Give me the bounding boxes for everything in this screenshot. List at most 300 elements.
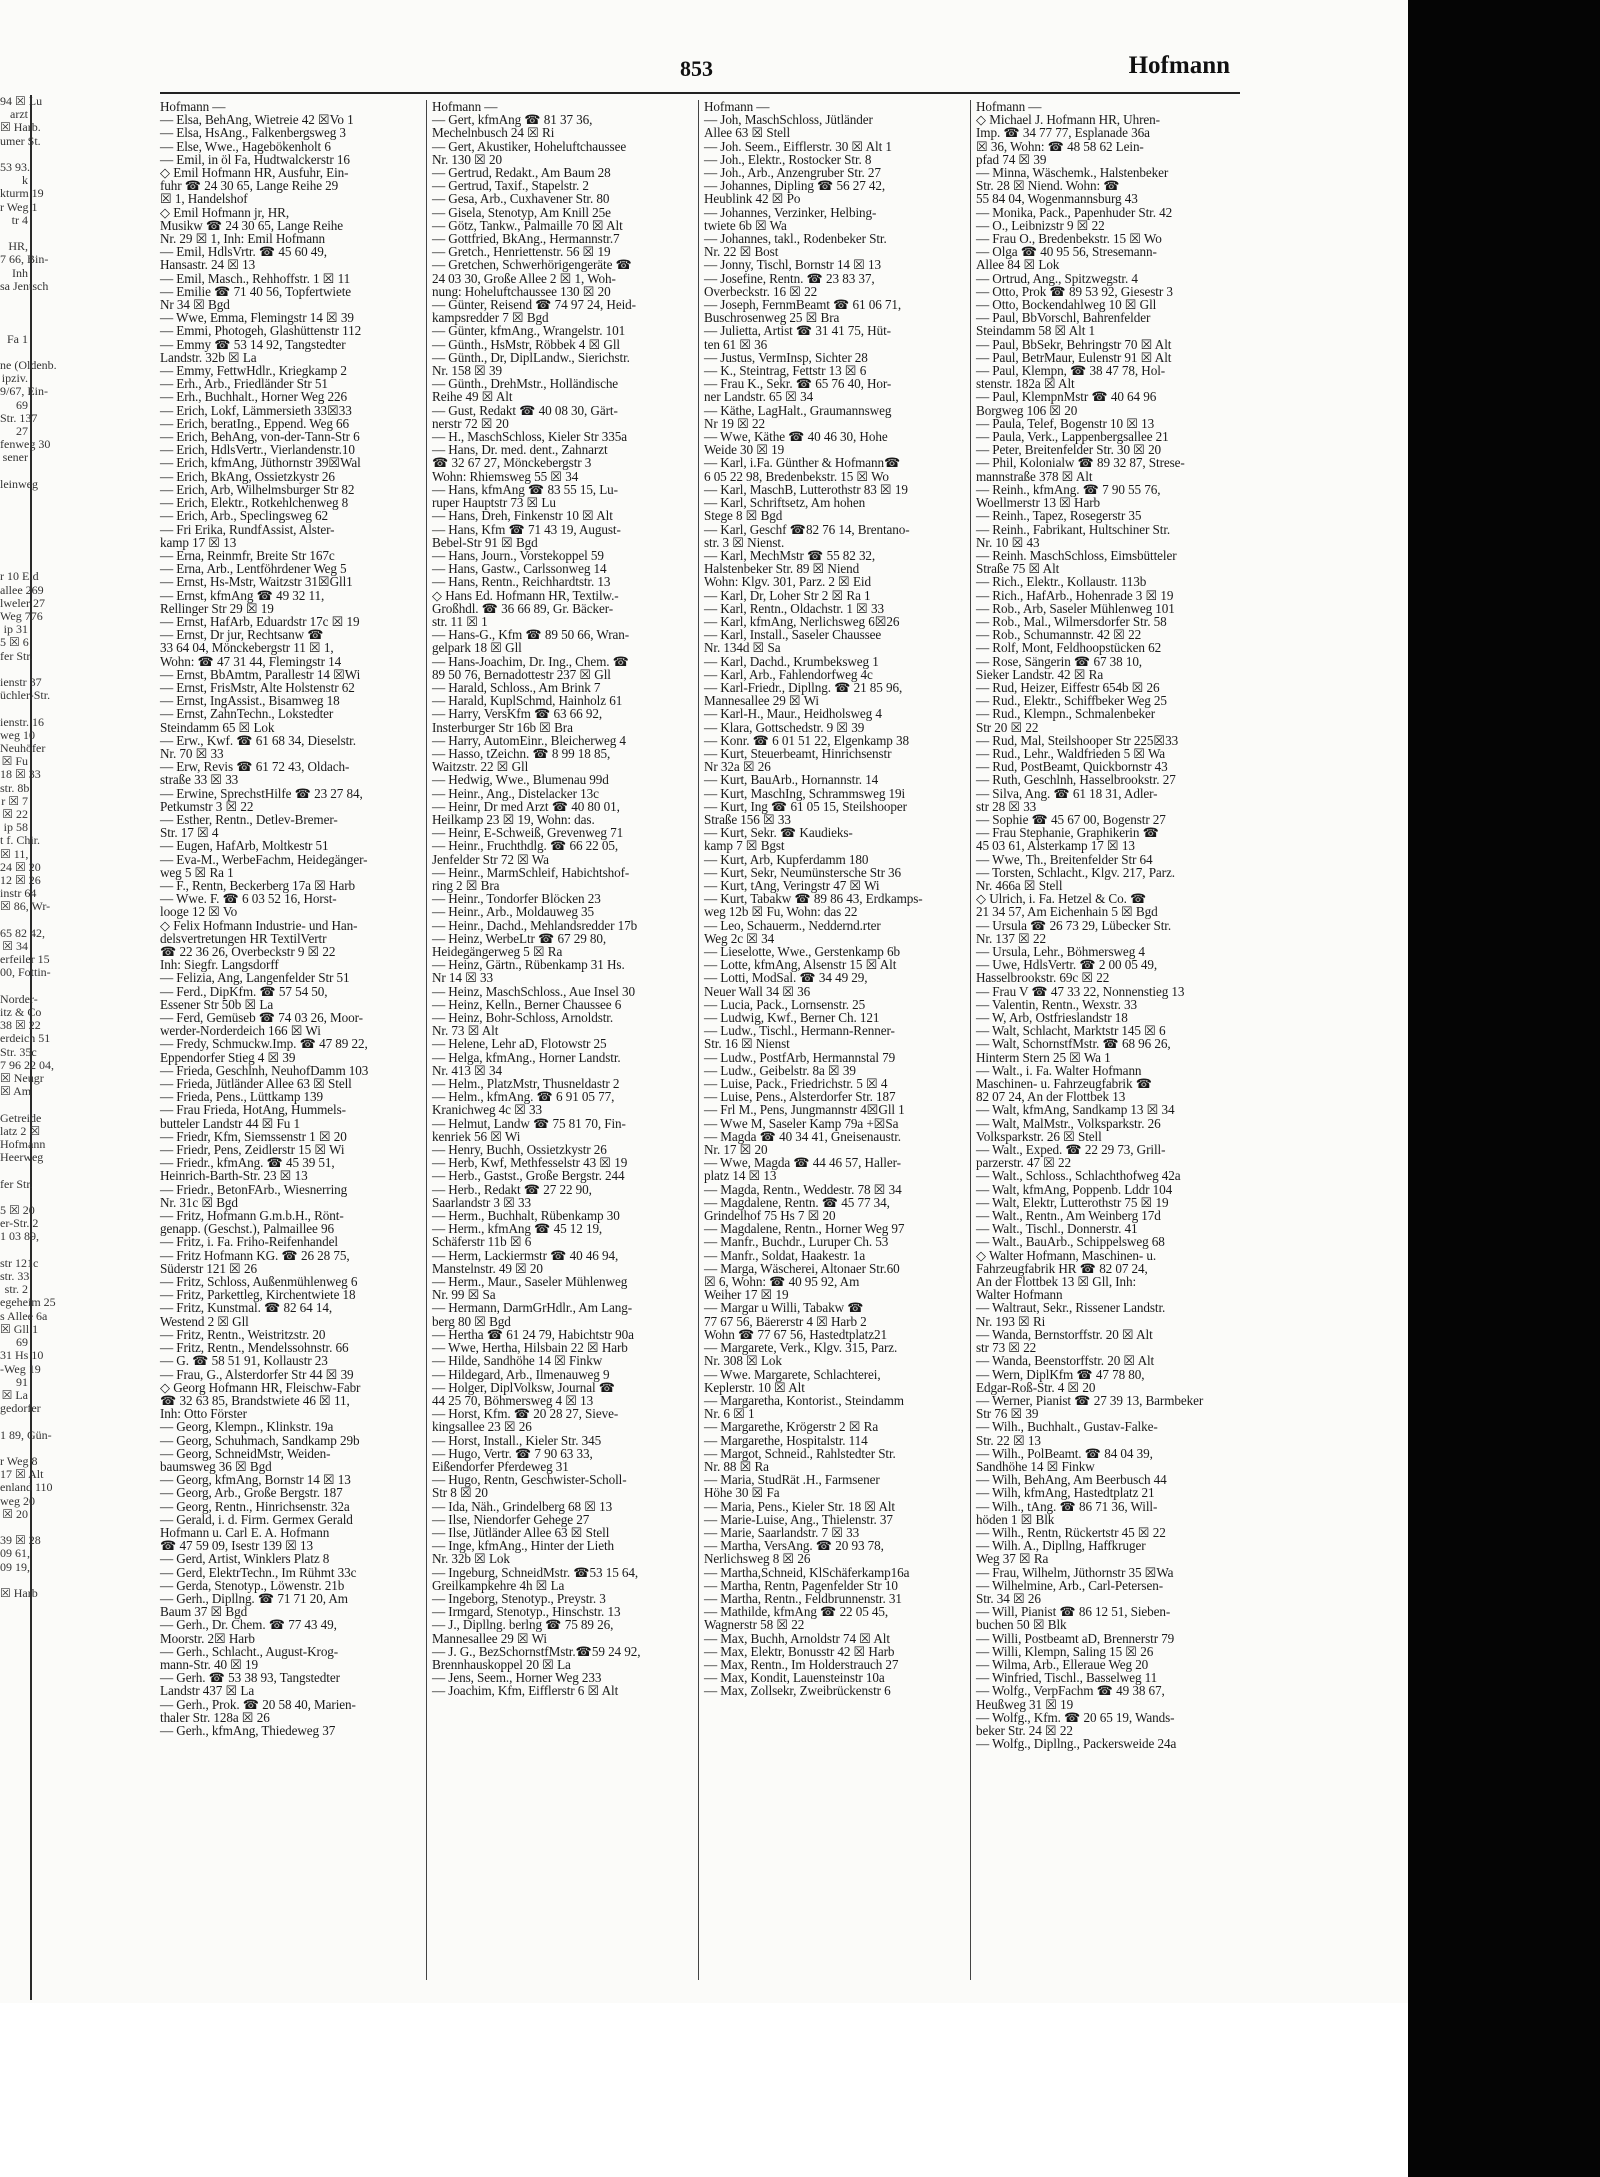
margin-fragment: instr 64 <box>0 886 37 901</box>
directory-entry: — Rud, PostBeamt, Quickbornstr 43 <box>976 759 1168 775</box>
directory-entry: — Magda, Rentn., Weddestr. 78 ☒ 34 <box>704 1181 902 1197</box>
margin-fragment: ☒ Harb <box>0 1585 38 1600</box>
directory-entry: ◇ Walter Hofmann, Maschinen- u. <box>976 1247 1157 1263</box>
directory-entry: — Erich, beratIng., Eppend. Weg 66 <box>160 415 350 431</box>
directory-entry: — Gisela, Stenotyp, Am Knill 25e <box>432 204 611 220</box>
directory-entry: — Kurt, MaschIng, Schrammsweg 19i <box>704 785 906 801</box>
directory-entry: 6 05 22 98, Bredenbekstr. 15 ☒ Wo <box>704 468 889 484</box>
directory-entry: Rellinger Str 29 ☒ 19 <box>160 600 274 616</box>
margin-fragment <box>0 1442 30 1455</box>
directory-entry: — Friedr, Pens, Zeidlerstr 15 ☒ Wi <box>160 1142 345 1158</box>
directory-entry: str. 11 ☒ 1 <box>432 613 488 629</box>
directory-entry: — Kurt, BauArb., Hornannstr. 14 <box>704 772 879 788</box>
directory-entry: — Marga, Wäscherei, Altonaer Str.60 <box>704 1260 900 1276</box>
directory-entry: — Magdalene, Rentn. ☎ 45 77 34, <box>704 1194 890 1210</box>
directory-entry: — Herm, Lackiermstr ☎ 40 46 94, <box>432 1247 619 1263</box>
directory-entry: — Lucia, Pack., Lornsenstr. 25 <box>704 996 866 1012</box>
directory-entry: — Martha, VersAng. ☎ 20 93 78, <box>704 1538 884 1554</box>
directory-entry: — Reinh. MaschSchloss, Eimsbütteler <box>976 547 1177 563</box>
margin-fragment: 1 03 89, <box>0 1229 39 1244</box>
directory-entry: Landstr 437 ☒ La <box>160 1683 255 1699</box>
directory-entry: — Hugo, Vertr. ☎ 7 90 63 33, <box>432 1445 593 1461</box>
directory-entry: Borgweg 106 ☒ 20 <box>976 402 1078 418</box>
margin-fragment <box>0 518 30 531</box>
margin-fragment <box>0 980 30 993</box>
directory-entry: — Ernst, HafArb, Eduardstr 17c ☒ 19 <box>160 613 360 629</box>
directory-entry: Nr. 158 ☒ 39 <box>432 363 502 379</box>
margin-fragment <box>0 1415 30 1428</box>
directory-entry: — Gerald, i. d. Firm. Germex Gerald <box>160 1511 353 1527</box>
directory-entry: — Wolfg., Dipllng., Packersweide 24a <box>976 1736 1177 1752</box>
directory-entry: — Gertrud, Redakt., Am Baum 28 <box>432 165 611 181</box>
directory-entry: — Emil, in öl Fa, Hudtwalckerstr 16 <box>160 151 350 167</box>
directory-entry: — Torsten, Schlacht., Klgv. 217, Parz. <box>976 864 1175 880</box>
directory-entry: — Karl, MaschB, Lutterothstr 83 ☒ 19 <box>704 481 908 497</box>
directory-entry: — Emil, HdlsVrtr. ☎ 45 60 49, <box>160 244 327 260</box>
directory-entry: Nr. 99 ☒ Sa <box>432 1287 496 1303</box>
directory-entry: — Ferd, Gemüseb ☎ 74 03 26, Moor- <box>160 1010 363 1026</box>
directory-entry: — Herm., kfmAng ☎ 45 12 19, <box>432 1221 603 1237</box>
directory-entry: — Herb., Gastst., Große Bergstr. 244 <box>432 1168 625 1184</box>
directory-entry: Straße 156 ☒ 33 <box>704 811 791 827</box>
directory-entry: — Walt, kfmAng, Sandkamp 13 ☒ 34 <box>976 1102 1175 1118</box>
directory-entry: Weide 30 ☒ 19 <box>704 442 785 458</box>
margin-fragment: ☒ Harb. <box>0 120 41 135</box>
directory-entry: — Max, Kondit, Lauensteinstr 10a <box>704 1670 885 1686</box>
margin-fragment: 09 19, <box>0 1559 30 1574</box>
directory-entry: — Karl, Dr, Loher Str 2 ☒ Ra 1 <box>704 587 871 603</box>
directory-entry: — Frau Frieda, HotAng, Hummels- <box>160 1102 346 1118</box>
directory-entry: — Hildegard, Arb., Ilmenauweg 9 <box>432 1366 610 1382</box>
directory-entry: — Hugo, Rentn, Geschwister-Scholl- <box>432 1472 627 1488</box>
directory-entry: — Joachim, Kfm, Eifflerstr 6 ☒ Alt <box>432 1683 619 1699</box>
directory-entry: — Wolfg., VerpFachm ☎ 49 38 67, <box>976 1683 1165 1699</box>
directory-entry: — Kurt, Tabakw ☎ 89 86 43, Erdkamps- <box>704 891 923 907</box>
column-heading: Hofmann — <box>704 99 770 114</box>
directory-entry: Nerlichsweg 8 ☒ 26 <box>704 1551 811 1567</box>
margin-fragment <box>0 1098 30 1111</box>
directory-entry: — Max, Zollsekr, Zweibrückenstr 6 <box>704 1683 891 1699</box>
directory-entry: Waitzstr. 22 ☒ Gll <box>432 759 529 775</box>
directory-entry: — Fritz, Kunstmal. ☎ 82 64 14, <box>160 1300 333 1316</box>
directory-entry: Edgar-Roß-Str. 4 ☒ 20 <box>976 1379 1096 1395</box>
margin-fragment: ☒ 11, <box>0 846 29 861</box>
margin-fragment: str 121c <box>0 1255 39 1270</box>
margin-fragment: erdeich 51 <box>0 1031 51 1046</box>
directory-entry: — Frau, Wilhelm, Jüthornstr 35 ☒Wa <box>976 1564 1174 1580</box>
directory-entry: — Karl, Arb., Fahlendorfweg 4c <box>704 666 873 682</box>
directory-entry: — Will, Pianist ☎ 86 12 51, Sieben- <box>976 1604 1171 1620</box>
directory-entry: 77 67 56, Bäererstr 4 ☒ Harb 2 <box>704 1313 867 1329</box>
directory-entry: — Erich, Elektr., Rotkehlchenweg 8 <box>160 495 349 511</box>
directory-entry: kenriek 56 ☒ Wi <box>432 1128 521 1144</box>
directory-entry: — Wwe. Margarete, Schlachterei, <box>704 1366 881 1382</box>
directory-entry: — Helm., PlatzMstr, Thusneldastr 2 <box>432 1076 620 1092</box>
directory-entry: — Walt., Exped. ☎ 22 29 73, Grill- <box>976 1142 1166 1158</box>
margin-fragment <box>0 1244 30 1257</box>
directory-entry: — Josefine, Rentn. ☎ 23 83 37, <box>704 270 875 286</box>
directory-entry: — Wilh., tAng. ☎ 86 71 36, Will- <box>976 1498 1158 1514</box>
margin-fragment: ☒ Neugr <box>0 1071 44 1086</box>
directory-entry: — Sophie ☎ 45 67 00, Bogenstr 27 <box>976 811 1166 827</box>
directory-entry: nung: Hoheluftchaussee 130 ☒ 20 <box>432 283 611 299</box>
margin-fragment: 65 82 42, <box>0 925 45 940</box>
directory-entry: Eißendorfer Pferdeweg 31 <box>432 1458 569 1474</box>
directory-entry: Nr 19 ☒ 22 <box>704 415 766 431</box>
directory-entry: — Mathilde, kfmAng ☎ 22 05 45, <box>704 1604 889 1620</box>
directory-entry: — Reinh., kfmAng. ☎ 7 90 55 76, <box>976 481 1161 497</box>
directory-entry: 33 64 04, Mönckebergstr 11 ☒ 1, <box>160 640 334 656</box>
directory-entry: ◇ Emil Hofmann HR, Ausfuhr, Ein- <box>160 165 349 181</box>
directory-entry: — Erich, Arb., Speclingsweg 62 <box>160 508 329 524</box>
directory-entry: Jenfelder Str 72 ☒ Wa <box>432 851 549 867</box>
directory-entry: — Margar u Willi, Tabakw ☎ <box>704 1300 864 1316</box>
margin-fragment: leinweg <box>0 476 38 491</box>
directory-entry: — Lotti, ModSal. ☎ 34 49 29, <box>704 970 868 986</box>
directory-entry: — Erich, Lokf, Lämmersieth 33☒33 <box>160 402 352 418</box>
directory-entry: — Eugen, HafArb, Moltkestr 51 <box>160 838 329 854</box>
directory-entry: — Hans, Rentn., Reichhardtstr. 13 <box>432 574 611 590</box>
directory-entry: — Heinr., Dachd., Mehlandsredder 17b <box>432 917 638 933</box>
margin-fragment: r 10 Eid <box>0 569 39 584</box>
directory-entry: — Gesa, Arb., Cuxhavener Str. 80 <box>432 191 610 207</box>
directory-entry: str 28 ☒ 33 <box>976 798 1037 814</box>
directory-entry: — Heinz, WerbeLtr ☎ 67 29 80, <box>432 930 607 946</box>
directory-entry: — Paula, Telef, Bogenstr 10 ☒ 13 <box>976 415 1155 431</box>
directory-entry: — Günth., DrehMstr., Holländische <box>432 376 619 392</box>
directory-entry: — Otto, Bockendahlweg 10 ☒ Gll <box>976 297 1157 313</box>
directory-entry: — Harry, AutomEinr., Bleicherweg 4 <box>432 732 626 748</box>
directory-entry: — Walt., BauArb., Schippelsweg 68 <box>976 1234 1165 1250</box>
directory-entry: — Hans, Dreh, Finkenstr 10 ☒ Alt <box>432 508 613 524</box>
directory-entry: delsvertretungen HR TextilVertr <box>160 930 327 946</box>
directory-entry: — O., Leibnizstr 9 ☒ 22 <box>976 217 1105 233</box>
directory-entry: — Ernst, Dr jur, Rechtsanw ☎ <box>160 627 324 643</box>
directory-entry: — Leo, Schauerm., Neddernd.rter <box>704 917 881 933</box>
directory-entry: Straße 75 ☒ Alt <box>976 561 1060 577</box>
margin-fragment <box>0 702 30 715</box>
directory-entry: — Rose, Sängerin ☎ 67 38 10, <box>976 653 1143 669</box>
column-divider <box>698 100 699 1980</box>
directory-entry: — Ingeburg, SchneidMstr. ☎53 15 64, <box>432 1564 639 1580</box>
margin-fragment: str. 8b <box>0 780 30 795</box>
directory-entry: — Ferd., DipKfm. ☎ 57 54 50, <box>160 983 328 999</box>
directory-entry: An der Flottbek 13 ☒ Gll, Inh: <box>976 1274 1137 1290</box>
directory-entry: — Walt., Tischl., Donnerstr. 41 <box>976 1221 1138 1237</box>
margin-fragment: 91 <box>16 1374 28 1389</box>
directory-entry: — Maria, StudRät .H., Farmsener <box>704 1472 880 1488</box>
directory-entry: — Ernst, Hs-Mstr, Waitzstr 31☒Gll1 <box>160 574 353 590</box>
directory-entry: — Karl, kfmAng, Nerlichsweg 6☒26 <box>704 613 900 629</box>
directory-entry: Großhdl. ☎ 36 66 89, Gr. Bäcker- <box>432 600 614 616</box>
directory-entry: Nr. 6 ☒ 1 <box>704 1406 755 1422</box>
directory-entry: — Paul, BbSekr, Behringstr 70 ☒ Alt <box>976 336 1172 352</box>
directory-entry: — Frieda, Pens., Lüttkamp 139 <box>160 1089 324 1105</box>
directory-entry: — Rich., Elektr., Kollaustr. 113b <box>976 574 1147 590</box>
directory-entry: — Luise, Pack., Friedrichstr. 5 ☒ 4 <box>704 1076 888 1092</box>
directory-entry: — Rud, Heizer, Eiffestr 654b ☒ 26 <box>976 679 1160 695</box>
margin-fragment: Inh <box>12 265 28 280</box>
directory-entry: — Heinr., Arb., Moldauweg 35 <box>432 904 595 920</box>
directory-entry: — Ernst, ZahnTechn., Lokstedter <box>160 706 334 722</box>
directory-entry: thaler Str. 128a ☒ 26 <box>160 1709 270 1725</box>
column-heading: Hofmann — <box>160 99 226 114</box>
directory-entry: — Emilie ☎ 71 40 56, Topfertwiete <box>160 283 352 299</box>
directory-entry: — Felizia, Ang, Langenfelder Str 51 <box>160 970 350 986</box>
directory-entry: — Margarethe, Krögerstr 2 ☒ Ra <box>704 1419 879 1435</box>
directory-entry: — Heinr, Dr med Arzt ☎ 40 80 01, <box>432 798 620 814</box>
directory-entry: 82 07 24, An der Flottbek 13 <box>976 1089 1126 1105</box>
margin-fragment: 09 61, <box>0 1546 30 1561</box>
directory-entry: Allee 84 ☒ Lok <box>976 257 1060 273</box>
directory-entry: — Götz, Tankw., Palmaille 70 ☒ Alt <box>432 217 623 233</box>
directory-entry: — Emmi, Photogeh, Glashüttenstr 112 <box>160 323 362 339</box>
directory-entry: — Günth., HsMstr, Röbbek 4 ☒ Gll <box>432 336 620 352</box>
directory-entry: — Frau, G., Alsterdorfer Str 44 ☒ 39 <box>160 1366 354 1382</box>
directory-entry: — Max, Elektr, Bonusstr 42 ☒ Harb <box>704 1643 895 1659</box>
directory-entry: Maschinen- u. Fahrzeugfabrik ☎ <box>976 1076 1153 1092</box>
directory-entry: — Willi, Postbeamt aD, Brennerstr 79 <box>976 1630 1175 1646</box>
margin-fragment: Str. 137 <box>0 410 38 425</box>
directory-entry: Nr. 88 ☒ Ra <box>704 1458 769 1474</box>
margin-fragment <box>0 504 30 517</box>
directory-entry: — Georg, Klempn., Klinkstr. 19a <box>160 1419 334 1435</box>
directory-entry: — Gerh., Prok. ☎ 20 58 40, Marien- <box>160 1696 356 1712</box>
directory-entry: ner Landstr. 65 ☒ 34 <box>704 389 814 405</box>
directory-entry: — Martha, Rentn., Feldbrunnenstr. 31 <box>704 1590 902 1606</box>
directory-entry: Nr. 10 ☒ 43 <box>976 534 1040 550</box>
directory-entry: — Erh., Arb., Friedländer Str 51 <box>160 376 328 392</box>
directory-entry: — Erwine, SprechstHilfe ☎ 23 27 84, <box>160 785 363 801</box>
directory-entry: stenstr. 182a ☒ Alt <box>976 376 1075 392</box>
directory-entry: — Werner, Pianist ☎ 27 39 13, Barmbeker <box>976 1392 1204 1408</box>
directory-entry: — Fritz, Rentn., Mendelssohnstr. 66 <box>160 1340 349 1356</box>
directory-entry: — Margarete, Verk., Klgv. 315, Parz. <box>704 1340 898 1356</box>
directory-entry: — Kurt, Arb, Kupferdamm 180 <box>704 851 869 867</box>
directory-entry: Höhe 30 ☒ Fa <box>704 1485 780 1501</box>
directory-entry: — Johannes, Dipling ☎ 56 27 42, <box>704 178 886 194</box>
directory-entry: Inh: Siegfr. Langsdorff <box>160 957 279 973</box>
directory-entry: — Phil, Kolonialw ☎ 89 32 87, Strese- <box>976 455 1185 471</box>
directory-entry: — Paul, BetrMaur, Eulenstr 91 ☒ Alt <box>976 349 1172 365</box>
margin-fragment: sa Jentsch <box>0 278 49 293</box>
directory-entry: Volksparkstr. 26 ☒ Stell <box>976 1128 1102 1144</box>
margin-fragment: latz 2 ☒ <box>0 1123 41 1138</box>
directory-entry: Reihe 49 ☒ Alt <box>432 389 513 405</box>
directory-entry: — Herb, Kwf, Methfesselstr 43 ☒ 19 <box>432 1155 628 1171</box>
directory-entry: Saarlandstr 3 ☒ 33 <box>432 1194 532 1210</box>
directory-entry: Buschrosenweg 25 ☒ Bra <box>704 310 840 326</box>
directory-entry: Landstr. 32b ☒ La <box>160 349 257 365</box>
header-rule <box>160 92 1240 94</box>
directory-entry: — Rud., Klempn., Schmalenbeker <box>976 706 1156 722</box>
margin-fragment: 38 ☒ 22 <box>0 1018 41 1033</box>
directory-entry: — Wwe, Th., Breitenfelder Str 64 <box>976 851 1153 867</box>
directory-entry: Nr 32a ☒ 26 <box>704 759 771 775</box>
margin-fragment: kturm 19 <box>0 186 44 201</box>
directory-entry: — Ludw., PostfArb, Hermannstal 79 <box>704 1049 896 1065</box>
column-2 <box>432 100 690 1980</box>
directory-entry: Hofmann u. Carl E. A. Hofmann <box>160 1524 330 1540</box>
directory-entry: — Ludw., Geibelstr. 8a ☒ 39 <box>704 1062 856 1078</box>
directory-entry: gelpark 18 ☒ Gll <box>432 640 522 656</box>
margin-fragment: fer Str. <box>0 1176 33 1191</box>
directory-entry: ☎ 47 59 09, Isestr 139 ☒ 13 <box>160 1538 314 1554</box>
directory-entry: — Ingeborg, Stenotyp., Preystr. 3 <box>432 1590 606 1606</box>
directory-entry: Sieker Landstr. 42 ☒ Ra <box>976 666 1104 682</box>
directory-entry: — Helmut, Landw ☎ 75 81 70, Fin- <box>432 1115 626 1131</box>
directory-entry: — Max, Rentn., Im Holderstrauch 27 <box>704 1656 899 1672</box>
directory-entry: 45 03 61, Alsterkamp 17 ☒ 13 <box>976 838 1135 854</box>
directory-entry: — Emil, Masch., Rehhoffstr. 1 ☒ 11 <box>160 270 351 286</box>
directory-entry: — Heinz, MaschSchloss., Aue Insel 30 <box>432 983 635 999</box>
directory-entry: — Erich, Arb, Wilhelmsburger Str 82 <box>160 481 355 497</box>
margin-fragment: weg 10 <box>0 727 35 742</box>
directory-entry: — Heinz, Kelln., Berner Chaussee 6 <box>432 996 622 1012</box>
margin-fragment: 94 ☒ Lu <box>0 94 43 108</box>
directory-entry: — Emmy ☎ 53 14 92, Tangstedter <box>160 336 346 352</box>
margin-fragment <box>0 1574 30 1587</box>
directory-entry: twiete 6b ☒ Wa <box>704 217 787 233</box>
margin-fragment: k <box>22 173 28 188</box>
directory-entry: platz 14 ☒ 13 <box>704 1168 777 1184</box>
directory-entry: Heilkamp 23 ☒ 19, Wohn: das. <box>432 811 595 827</box>
directory-entry: — Gerh., Schlacht., August-Krog- <box>160 1643 339 1659</box>
directory-entry: — Marie-Luise, Ang., Thielenstr. 37 <box>704 1511 893 1527</box>
directory-entry: — Rich., HafArb., Hohenrade 3 ☒ 19 <box>976 587 1174 603</box>
directory-entry: beker Str. 24 ☒ 22 <box>976 1722 1073 1738</box>
directory-entry: — K., Steintrag, Fettstr 13 ☒ 6 <box>704 363 867 379</box>
directory-entry: — Hans, Dr. med. dent., Zahnarzt <box>432 442 608 458</box>
margin-fragment: sener <box>2 450 28 465</box>
directory-entry: pfad 74 ☒ 39 <box>976 151 1047 167</box>
directory-entry: — Georg, kfmAng, Bornstr 14 ☒ 13 <box>160 1472 351 1488</box>
directory-entry: — Ursula ☎ 26 73 29, Lübecker Str. <box>976 917 1172 933</box>
directory-entry: — Heinr, E-Schweiß, Grevenweg 71 <box>432 825 624 841</box>
directory-entry: — Lotte, kfmAng, Alsenstr 15 ☒ Alt <box>704 957 897 973</box>
directory-entry: — Georg, SchneidMstr, Weiden- <box>160 1445 331 1461</box>
directory-entry: — Gerh. ☎ 53 38 93, Tangstedter <box>160 1670 340 1686</box>
directory-entry: — Manfr., Buchdr., Luruper Ch. 53 <box>704 1234 889 1250</box>
directory-entry: — Rolf, Mont, Feldhoopstücken 62 <box>976 640 1162 656</box>
directory-entry: — Paula, Verk., Lappenbergsallee 21 <box>976 429 1169 445</box>
directory-entry: ☎ 22 36 26, Overbeckstr 9 ☒ 22 <box>160 944 336 959</box>
margin-fragment: ☒ 20 <box>2 1506 28 1521</box>
directory-entry: — Erna, Arb., Lentföhrdener Weg 5 <box>160 561 347 577</box>
directory-entry: Süderstr 121 ☒ 26 <box>160 1260 257 1276</box>
directory-entry: Steindamm 65 ☒ Lok <box>160 719 275 735</box>
margin-fragment: Heerweg <box>0 1150 44 1165</box>
directory-entry: — Walt., Schloss., Schlachthofweg 42a <box>976 1168 1181 1184</box>
directory-columns <box>160 100 1240 1985</box>
directory-entry: Weg 37 ☒ Ra <box>976 1551 1049 1567</box>
directory-entry: — Heinr., Tondorfer Blöcken 23 <box>432 891 601 907</box>
directory-entry: — Johannes, takl., Rodenbeker Str. <box>704 231 887 247</box>
directory-entry: — Walt, Elektr, Lutterothstr 75 ☒ 19 <box>976 1194 1169 1210</box>
directory-entry: — Günter, Reisend ☎ 74 97 24, Heid- <box>432 297 636 313</box>
directory-entry: — Ida, Näh., Grindelberg 68 ☒ 13 <box>432 1498 613 1514</box>
margin-fragment: r Weg 1 <box>0 199 38 214</box>
directory-entry: — Paul, KlempnMstr ☎ 40 64 96 <box>976 389 1157 405</box>
scan-border-right <box>1408 0 1600 2177</box>
directory-entry: kamp 17 ☒ 13 <box>160 534 237 550</box>
margin-fragment: Str. 35c <box>0 1044 37 1059</box>
directory-entry: — Gert, kfmAng ☎ 81 37 36, <box>432 112 593 128</box>
directory-entry: — Rud., Lehr., Waldfrieden 5 ☒ Wa <box>976 745 1166 761</box>
directory-entry: — Kurt, Steuerbeamt, Hinrichsenstr <box>704 745 892 761</box>
directory-entry: — Hans-G., Kfm ☎ 89 50 66, Wran- <box>432 627 630 643</box>
directory-entry: Sandhöhe 14 ☒ Finkw <box>976 1458 1095 1474</box>
directory-entry: — Minna, Wäschemk., Halstenbeker <box>976 165 1169 181</box>
directory-entry: — Herm., Buchhalt, Rübenkamp 30 <box>432 1208 620 1224</box>
directory-entry: Nr. 308 ☒ Lok <box>704 1353 782 1369</box>
directory-entry: — Herb., Redakt ☎ 27 22 90, <box>432 1181 592 1197</box>
margin-fragment: 9/67, Ein- <box>0 384 48 399</box>
directory-entry: — Gretchen, Schwerhörigengeräte ☎ <box>432 257 632 273</box>
directory-entry: Wohn: Klgv. 301, Parz. 2 ☒ Eid <box>704 574 871 590</box>
directory-entry: — Ursula, Lehr., Böhmersweg 4 <box>976 944 1145 959</box>
directory-entry: Heinrich-Barth-Str. 23 ☒ 13 <box>160 1168 308 1184</box>
directory-entry: — Friedr., kfmAng. ☎ 45 39 51, <box>160 1155 335 1171</box>
margin-fragment: 00, Fottin- <box>0 965 51 980</box>
directory-entry: — Magdalene, Rentn., Horner Weg 97 <box>704 1221 905 1237</box>
margin-fragment: 18 ☒ 33 <box>0 767 41 782</box>
directory-entry: — Margarethe, Hospitalstr. 114 <box>704 1432 868 1448</box>
directory-entry: — Georg, Arb., Große Bergstr. 187 <box>160 1485 343 1501</box>
directory-entry: ring 2 ☒ Bra <box>432 877 500 893</box>
margin-fragment: ☒ Am <box>0 1084 32 1099</box>
directory-entry: — Willi, Klempn, Saling 15 ☒ 26 <box>976 1643 1154 1659</box>
directory-entry: — Walt, SchornstfMstr. ☎ 68 96 26, <box>976 1036 1171 1052</box>
directory-entry: — F., Rentn, Beckerberg 17a ☒ Harb <box>160 877 355 893</box>
directory-entry: — Karl, i.Fa. Günther & Hofmann☎ <box>704 455 901 471</box>
directory-entry: — Wwe M, Saseler Kamp 79a +☒Sa <box>704 1115 899 1131</box>
directory-entry: — Fritz, Hofmann G.m.b.H., Rönt- <box>160 1208 344 1224</box>
directory-entry: Nr 14 ☒ 33 <box>432 970 494 986</box>
directory-entry: — Frl M., Pens, Jungmannstr 4☒Gll 1 <box>704 1102 905 1118</box>
directory-entry: — Lieselotte, Wwe., Gerstenkamp 6b <box>704 944 900 959</box>
directory-entry: — Ruth, Geschlnh, Hasselbrookstr. 27 <box>976 772 1176 788</box>
directory-entry: — Friedr., BetonFArb., Wiesnerring <box>160 1181 348 1197</box>
margin-fragment: enland 110 <box>0 1480 53 1495</box>
margin-fragment: ipziv. <box>1 371 28 386</box>
directory-entry: — Horst, Install., Kieler Str. 345 <box>432 1432 602 1448</box>
directory-entry: — Walt, MalMstr., Volksparkstr. 26 <box>976 1115 1161 1131</box>
directory-entry: — Peter, Breitenfelder Str. 30 ☒ 20 <box>976 442 1162 458</box>
directory-entry: — Reinh., Tapez, Rosegerstr 35 <box>976 508 1142 524</box>
column-3 <box>704 100 962 1980</box>
directory-entry: — Kurt, Sekr, Neumünstersche Str 36 <box>704 864 902 880</box>
directory-entry: — Hedwig, Wwe., Blumenau 99d <box>432 772 609 788</box>
directory-entry: ten 61 ☒ 36 <box>704 336 768 352</box>
directory-entry: Wohn ☎ 77 67 56, Hastedtplatz21 <box>704 1326 887 1342</box>
margin-fragment: 31 Hs 10 <box>0 1348 44 1363</box>
margin-fragment <box>0 465 30 478</box>
directory-entry: — Ernst, kfmAng ☎ 49 32 11, <box>160 587 325 603</box>
directory-entry: — Kurt, Sekr. ☎ Kaudieks- <box>704 825 853 841</box>
directory-entry: Str. 17 ☒ 4 <box>160 825 219 841</box>
directory-entry: — Frieda, Geschlnh, NeuhofDamm 103 <box>160 1062 369 1078</box>
directory-entry: werder-Norderdeich 166 ☒ Wi <box>160 1023 321 1039</box>
directory-entry: Heußweg 31 ☒ 19 <box>976 1696 1074 1712</box>
directory-entry: — Karl, Schriftsetz, Am hohen <box>704 495 866 511</box>
margin-fragment: ☒ Gll 1 <box>0 1321 39 1336</box>
directory-entry: — Gerh., Dr. Chem. ☎ 77 43 49, <box>160 1617 337 1633</box>
directory-entry: — Wilh, BehAng, Am Beerbusch 44 <box>976 1472 1167 1488</box>
margin-fragment: 27 <box>16 424 28 439</box>
directory-entry: — Georg, Schuhmach, Sandkamp 29b <box>160 1432 360 1448</box>
margin-fragment: Weg 776 <box>0 608 43 623</box>
